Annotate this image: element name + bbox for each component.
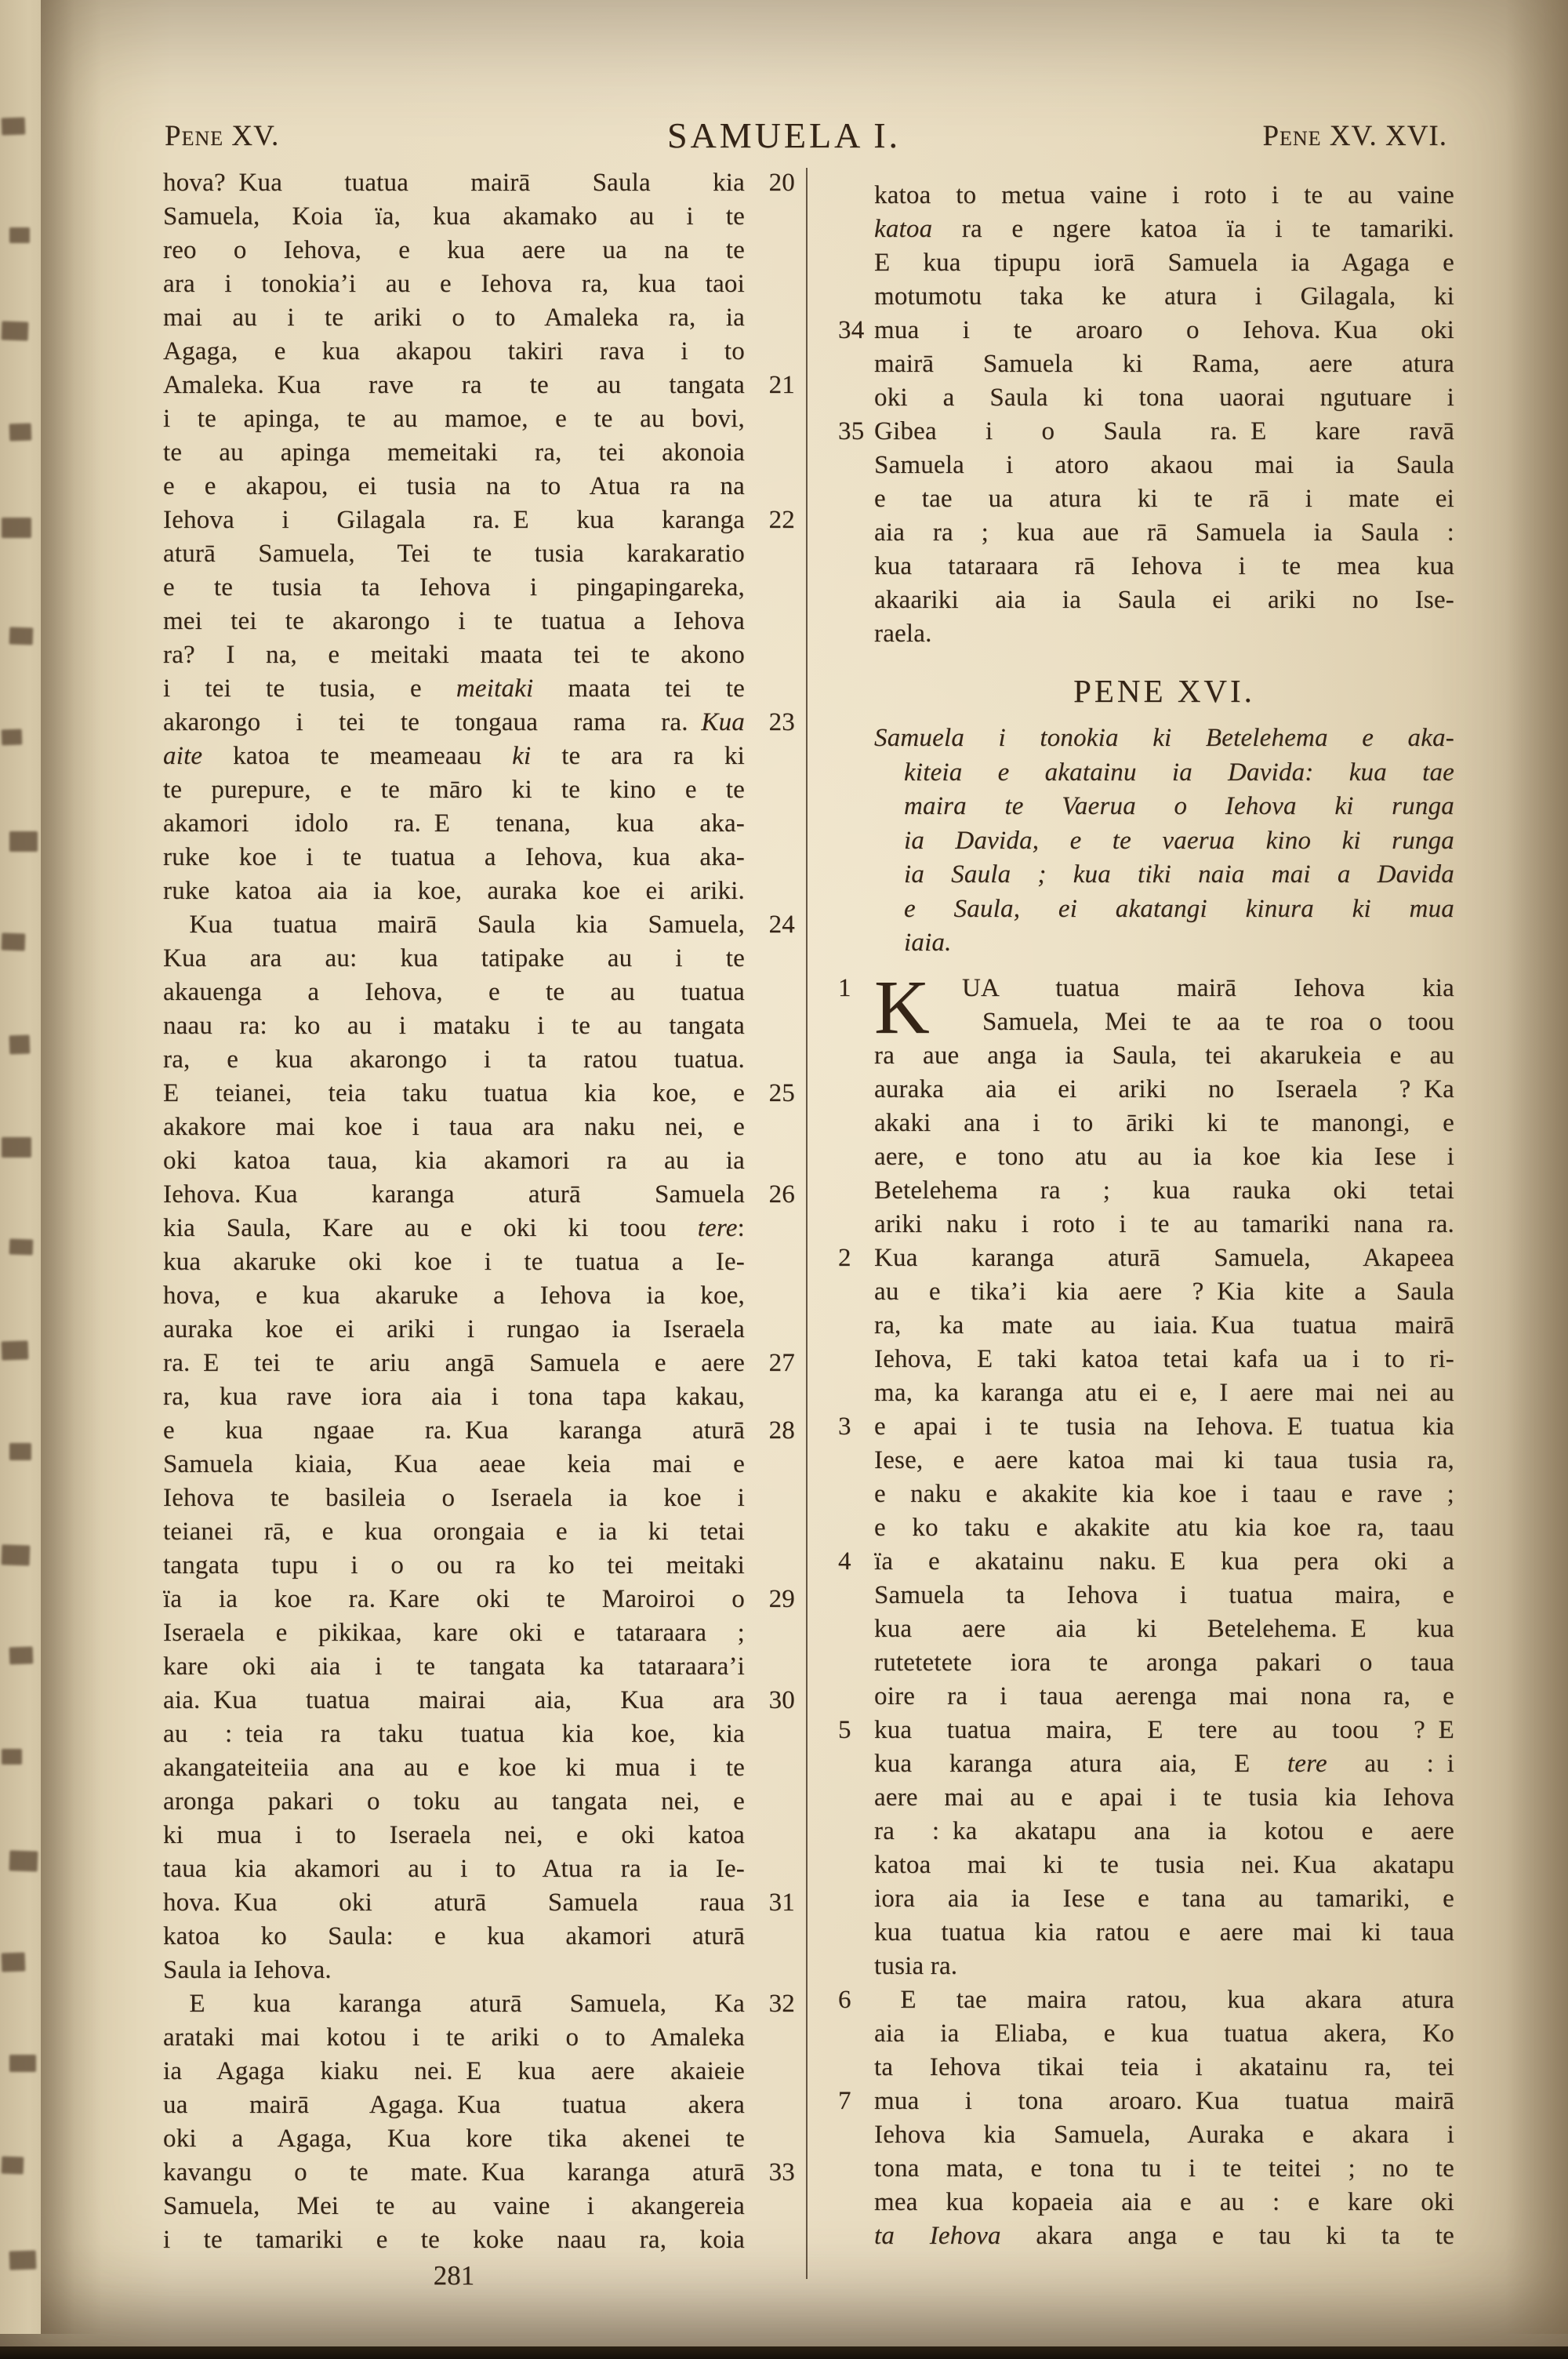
page-number: 281	[433, 2260, 475, 2291]
text-line: 21 Amaleka. Kua rave ra te au tangata	[163, 369, 745, 402]
text-line: katoa ra e ngere katoa ïa i te tamariki.	[874, 215, 1454, 243]
text-line: e ko taku e akakite atu kia koe ra, taau	[874, 1513, 1454, 1542]
bleed-text-mark	[2, 1952, 26, 1972]
bleed-text-mark	[2, 518, 31, 538]
text-line: aronga pakari o toku au tangata nei, e	[163, 1787, 745, 1816]
text-line: 2 Kua karanga aturā Samuela, Akapeea	[874, 1241, 1454, 1275]
verse-number: 33	[768, 2158, 795, 2186]
text-line: Agaga, e kua akapou takiri rava i to	[163, 337, 745, 365]
text-line: arataki mai kotou i te ariki o to Amaleka	[163, 2023, 745, 2052]
text-line: katoa to metua vaine i roto i te au vaine	[874, 181, 1454, 209]
text-line: Samuela i atoro akaou mai ia Saula	[874, 451, 1454, 479]
text-line: 32 E kua karanga aturā Samuela, Ka	[163, 1987, 745, 2021]
text-line: i te apinga, te au mamoe, e te au bovi,	[163, 405, 745, 433]
verse-number: 25	[768, 1079, 795, 1107]
verse-number: 22	[768, 506, 795, 534]
verse-number: 30	[768, 1686, 795, 1714]
text-line: teianei rā, e kua orongaia e ia ki tetai	[163, 1518, 745, 1546]
text-line: au : teia ra taku tuatua kia koe, kia	[163, 1720, 745, 1748]
text-line: kua karanga atura aia, E tere au : i	[874, 1749, 1454, 1778]
bleed-text-mark	[2, 1544, 31, 1565]
bleed-text-mark	[9, 2250, 37, 2270]
column-divider-rule	[806, 168, 808, 2279]
text-line: Samuela, Mei te au vaine i akangereia	[163, 2192, 745, 2220]
text-line: ara i tonokia’i au e Iehova ra, kua taoi	[163, 270, 745, 298]
bleed-text-mark	[9, 1850, 38, 1871]
text-line: 20 hova? Kua tuatua mairā Saula kia	[163, 166, 745, 200]
text-line: 34 mua i te aroaro o Iehova. Kua oki	[874, 314, 1454, 347]
text-line: au e tika’i kia aere ? Kia kite a Saula	[874, 1277, 1454, 1306]
text-line: aturā Samuela, Tei te tusia karakaratio	[163, 540, 745, 568]
text-line: oki katoa taua, kia akamori ra au ia	[163, 1147, 745, 1175]
verse-number: 6	[838, 1985, 851, 2014]
text-line: oki a Saula ki tona uaorai ngutuare i	[874, 383, 1454, 412]
text-line: reo o Iehova, e kua aere ua na te	[163, 236, 745, 264]
verse-number: 1	[838, 973, 851, 1002]
text-line: ruke katoa aia ia koe, auraka koe ei ariki.	[163, 877, 745, 905]
summary-line: kiteia e akatainu ia Davida: kua tae	[904, 758, 1454, 787]
summary-line: ia Saula ; kua tiki naia mai a Davida	[904, 860, 1454, 889]
bleed-text-mark	[9, 831, 38, 852]
verse-number: 32	[768, 1990, 795, 2018]
text-line: ra : ka akatapu ana ia kotou e aere	[874, 1816, 1454, 1845]
text-line: Iese, e aere katoa mai ki taua tusia ra,	[874, 1445, 1454, 1474]
gutter-bleed-strip	[0, 0, 41, 2334]
text-line: Iehova, E taki katoa tetai kafa ua i to ri-	[874, 1344, 1454, 1373]
text-line: ra aue anga ia Saula, tei akarukeia e au	[874, 1041, 1454, 1070]
text-line: akangateiteiia ana au e koe ki mua i te	[163, 1754, 745, 1782]
text-line: ma, ka karanga atu ei e, I aere mai nei au	[874, 1378, 1454, 1407]
text-line: ta Iehova tikai teia i akatainu ra, tei	[874, 2052, 1454, 2081]
chapter-heading: PENE XVI.	[1073, 673, 1255, 709]
bleed-text-mark	[2, 1137, 31, 1158]
text-line: akauenga a Iehova, e te au tuatua	[163, 978, 745, 1006]
verse-number: 7	[838, 2086, 851, 2115]
bleed-text-mark	[2, 321, 29, 340]
text-line: Iseraela e pikikaa, kare oki e tataraara ;	[163, 1619, 745, 1647]
verse-number: 34	[838, 316, 865, 344]
text-line: mei tei te akarongo i te tuatua a Iehova	[163, 607, 745, 635]
verse-block	[838, 179, 1454, 651]
verse-number: 20	[768, 169, 795, 197]
text-line: taua kia akamori au i to Atua ra ia Ie-	[163, 1855, 745, 1883]
text-line: tusia ra.	[874, 1951, 958, 1980]
text-line: 25 E teianei, teia taku tuatua kia koe, e	[163, 1077, 745, 1110]
text-line: ia Agaga kiaku nei. E kua aere akaieie	[163, 2057, 745, 2085]
text-line: aia ra ; kua aue rā Samuela ia Saula :	[874, 518, 1454, 547]
text-line: ki mua i to Iseraela nei, e oki katoa	[163, 1821, 745, 1849]
text-line: kare oki aia i te tangata ka tataraara’i	[163, 1652, 745, 1681]
verse-number: 3	[838, 1412, 851, 1441]
text-line: 5 kua tuatua maira, E tere au toou ? E	[874, 1714, 1454, 1747]
text-line: 29 ïa ia koe ra. Kare oki te Maroiroi o	[163, 1583, 745, 1616]
text-line: Samuela ta Iehova i tuatua maira, e	[874, 1580, 1454, 1609]
text-line: 7 mua i tona aroaro. Kua tuatua mairā	[874, 2085, 1454, 2118]
summary-line: Samuela i tonokia ki Betelehema e aka-	[874, 724, 1454, 752]
text-line: Iehova te basileia o Iseraela ia koe i	[163, 1484, 745, 1512]
text-line: hova, e kua akaruke a Iehova ia koe,	[163, 1281, 745, 1310]
bleed-text-mark	[9, 627, 34, 645]
verse-number: 31	[768, 1888, 795, 1917]
text-line: kua akaruke oki koe i te tuatua a Ie-	[163, 1248, 745, 1276]
text-line: ra, kua rave iora aia i tona tapa kakau,	[163, 1383, 745, 1411]
text-line: 6 E tae maira ratou, kua akara atura	[874, 1983, 1454, 2017]
text-line: tangata tupu i o ou ra ko tei meitaki	[163, 1551, 745, 1579]
text-line: Saula ia Iehova.	[163, 1956, 332, 1984]
text-line: ariki naku i roto i te au tamariki nana ra.	[874, 1209, 1454, 1238]
summary-line: maira te Vaerua o Iehova ki runga	[904, 792, 1454, 820]
text-line: motumotu taka ke atura i Gilagala, ki	[874, 282, 1454, 311]
text-line: 33 kavangu o te mate. Kua karanga aturā	[163, 2156, 745, 2190]
bleed-text-mark	[2, 932, 26, 951]
text-line: rutetetete iora te aronga pakari o taua	[874, 1648, 1454, 1677]
page-right-edge	[1505, 0, 1568, 2334]
bleed-text-mark	[9, 227, 30, 243]
text-line: i tei te tusia, e meitaki maata tei te	[163, 674, 745, 703]
text-line: e naku e akakite kia koe i taau e rave ;	[874, 1479, 1454, 1508]
text-line: 28 e kua ngaae ra. Kua karanga aturā	[163, 1414, 745, 1448]
verse-number: 2	[838, 1243, 851, 1272]
text-line: iora aia ia Iese e tana au tamariki, e	[874, 1884, 1454, 1913]
running-head-left: Pene XV.	[165, 120, 280, 152]
text-line: 27 ra. E tei te ariu angā Samuela e aere	[163, 1347, 745, 1380]
bleed-text-mark	[9, 1443, 31, 1460]
text-line: K 1 UA tuatua mairā Iehova kia	[838, 965, 1454, 1050]
verse-number: 27	[768, 1349, 795, 1377]
verse-block	[838, 965, 1454, 2253]
summary-line: e Saula, ei akatangi kinura ki mua	[904, 894, 1454, 923]
text-line: oire ra i taua aerenga mai nona ra, e	[874, 1681, 1454, 1710]
text-line: kua aere aia ki Betelehema. E kua	[874, 1614, 1454, 1643]
text-line: 30 aia. Kua tuatua mairai aia, Kua ara	[163, 1684, 745, 1717]
chapter-summary	[874, 722, 1454, 961]
text-line: Samuela, Koia ïa, kua akamako au i te	[163, 202, 745, 231]
text-line: 4 ïa e akatainu naku. E kua pera oki a	[874, 1545, 1454, 1579]
verse-number: 23	[768, 708, 795, 736]
text-line: mai au i te ariki o to Amaleka ra, ia	[163, 304, 745, 332]
text-line: kua tuatua kia ratou e aere mai ki taua	[874, 1917, 1454, 1946]
text-line: auraka aia ei ariki no Iseraela ? Ka	[874, 1074, 1454, 1103]
bleed-text-mark	[2, 2157, 24, 2175]
left-text-column	[163, 166, 795, 2257]
verse-number: 24	[768, 911, 795, 939]
bleed-text-mark	[9, 1035, 31, 1055]
text-line: akaki ana i to āriki ki te manongi, e	[874, 1108, 1454, 1137]
text-line: ua mairā Agaga. Kua tuatua akera	[163, 2091, 745, 2119]
text-line: 23 akarongo i tei te tongaua rama ra. Kua	[163, 706, 745, 740]
text-line: kia Saula, Kare au e oki ki toou tere:	[163, 1214, 745, 1242]
text-line: tona mata, e tona tu i te teitei ; no te	[874, 2154, 1454, 2183]
text-line: 24 Kua tuatua mairā Saula kia Samuela,	[163, 908, 745, 942]
bleed-text-mark	[2, 729, 23, 746]
text-line: Samuela kiaia, Kua aeae keia mai e	[163, 1450, 745, 1478]
text-line: kua tataraara rā Iehova i te mea kua	[874, 552, 1454, 580]
verse-number: 35	[838, 417, 865, 445]
text-line: aere mai au e apai i te tusia kia Iehova	[874, 1783, 1454, 1812]
gutter-shadow	[41, 0, 102, 2334]
verse-number: 29	[768, 1585, 795, 1613]
running-head-title: SAMUELA I.	[666, 115, 902, 155]
text-line: akamori idolo ra. E tenana, kua aka-	[163, 809, 745, 838]
photo-bottom-edge	[0, 2346, 1568, 2359]
text-line: te au apinga memeitaki ra, tei akonoia	[163, 438, 745, 467]
text-line: katoa mai ki te tusia nei. Kua akatapu	[874, 1850, 1454, 1879]
text-line: akakore mai koe i taua ara naku nei, e	[163, 1113, 745, 1141]
text-line: raela.	[874, 620, 932, 648]
text-line: 22 Iehova i Gilagala ra. E kua karanga	[163, 503, 745, 537]
bleed-text-mark	[9, 1646, 34, 1664]
text-line: e tae ua atura ki te rā i mate ei	[874, 485, 1454, 513]
drop-cap-letter: K	[874, 965, 930, 1050]
text-line: mairā Samuela ki Rama, aere atura	[874, 350, 1454, 378]
text-line: akaariki aia ia Saula ei ariki no Ise-	[874, 586, 1454, 614]
text-line: ra, ka mate au iaia. Kua tuatua mairā	[874, 1310, 1454, 1339]
verse-number: 21	[768, 371, 795, 399]
summary-line: ia Davida, e te vaerua kino ki runga	[904, 826, 1454, 855]
text-line: Betelehema ra ; kua rauka oki tetai	[874, 1176, 1454, 1205]
text-line: aere, e tono atu au ia koe kia Iese i	[874, 1142, 1454, 1171]
text-line: Kua ara au: kua tatipake au i te	[163, 944, 745, 972]
text-line: auraka koe ei ariki i rungao ia Iseraela	[163, 1315, 745, 1343]
text-line: Samuela, Mei te aa te roa o toou	[982, 1007, 1454, 1036]
bleed-text-mark	[9, 423, 32, 442]
running-head-right: Pene XV. XVI.	[1262, 120, 1447, 152]
verse-number: 26	[768, 1180, 795, 1209]
text-line: E kua tipupu iorā Samuela ia Agaga e	[874, 249, 1454, 277]
bleed-text-mark	[2, 1749, 22, 1765]
text-line: aia ia Eliaba, e kua tuatua akera, Ko	[874, 2019, 1454, 2048]
bleed-text-mark	[9, 1238, 34, 1255]
summary-line: iaia.	[904, 929, 952, 957]
text-line: mea kua kopaeia aia e au : e kare oki	[874, 2187, 1454, 2216]
verse-number: 28	[768, 1416, 795, 1445]
text-line: katoa ko Saula: e kua akamori aturā	[163, 1922, 745, 1950]
text-line: 26 Iehova. Kua karanga aturā Samuela	[163, 1178, 745, 1212]
text-line: e te tusia ta Iehova i pingapingareka,	[163, 573, 745, 602]
text-line: ruke koe i te tuatua a Iehova, kua aka-	[163, 843, 745, 871]
verse-number: 5	[838, 1715, 851, 1744]
right-text-column	[838, 179, 1454, 2253]
text-line: te purepure, e te māro ki te kino e te	[163, 776, 745, 804]
text-line: ra? I na, e meitaki maata tei te akono	[163, 641, 745, 669]
text-line: naau ra: ko au i mataku i te au tangata	[163, 1012, 745, 1040]
text-line: Iehova kia Samuela, Auraka e akara i	[874, 2120, 1454, 2149]
text-line: ra, e kua akarongo i ta ratou tuatua.	[163, 1045, 745, 1074]
text-line: oki a Agaga, Kua kore tika akenei te	[163, 2125, 745, 2153]
text-line: 35 Gibea i o Saula ra. E kare ravā	[874, 415, 1454, 449]
text-line: 3 e apai i te tusia na Iehova. E tuatua kia	[874, 1410, 1454, 1444]
verse-number: 4	[838, 1547, 851, 1576]
text-line: ta Iehova akara anga e tau ki ta te	[874, 2221, 1454, 2250]
bleed-text-mark	[2, 1340, 29, 1360]
text-line: i te tamariki e te koke naau ra, koia	[163, 2226, 745, 2254]
bleed-text-mark	[9, 2055, 36, 2072]
text-line: 31 hova. Kua oki aturā Samuela raua	[163, 1886, 745, 1920]
text-line: e e akapou, ei tusia na to Atua ra na	[163, 472, 745, 500]
text-line: aite katoa te meameaau ki te ara ra ki	[163, 742, 745, 770]
